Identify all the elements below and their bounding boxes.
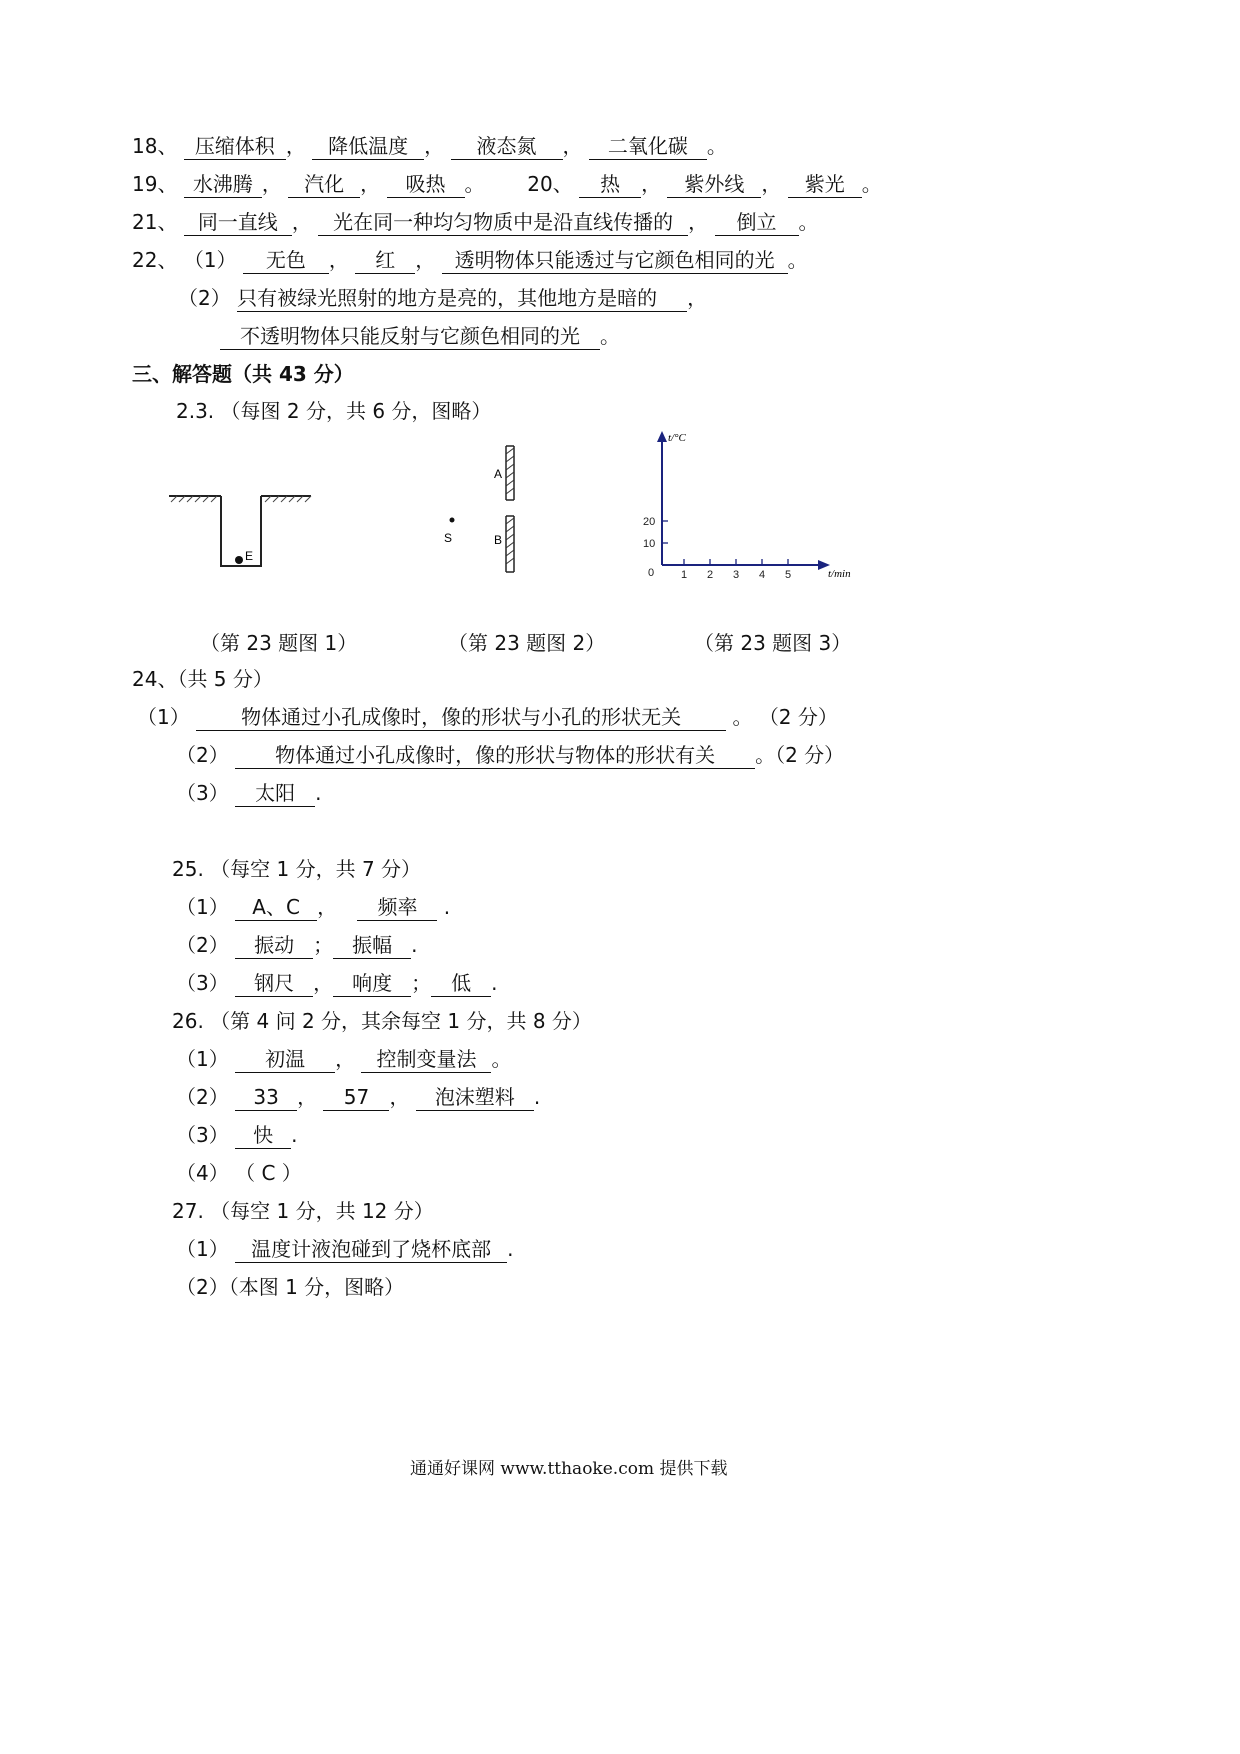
ball-label: E	[245, 549, 254, 563]
answer-text: （ C ）	[235, 1161, 302, 1185]
answer-blank: 压缩体积	[184, 133, 286, 160]
score-note: （2 分）	[758, 705, 838, 729]
separator: ，	[261, 172, 282, 196]
separator: ，	[641, 172, 662, 196]
answer-blank: 物体通过小孔成像时，像的形状与物体的形状有关	[235, 742, 755, 769]
period: 。	[491, 1047, 512, 1071]
answer-line-25-1: （1） A、C ， 频率 .	[176, 895, 451, 919]
separator: ，	[285, 134, 306, 158]
answer-blank: 紫光	[788, 171, 862, 198]
q27-header: 27. （每空 1 分，共 12 分）	[172, 1199, 434, 1223]
question-number: 18、	[132, 134, 178, 158]
period: 。	[798, 210, 819, 234]
y-tick-label: 0	[648, 567, 655, 579]
ball-mark	[235, 556, 243, 564]
x-tick-label: 3	[733, 569, 740, 581]
x-tick-label: 2	[707, 569, 714, 581]
answer-blank: 钢尺	[235, 970, 313, 997]
question-number: 19、	[132, 172, 178, 196]
q23-header: 2.3. （每图 2 分，共 6 分，图略）	[176, 399, 492, 423]
x-tick-label: 1	[681, 569, 688, 581]
answer-line-21	[132, 208, 819, 236]
part-label: （2）	[176, 1085, 229, 1109]
answer-line-24-1	[137, 703, 838, 731]
answer-line-24-3: （3） 太阳 .	[176, 781, 322, 805]
answer-blank: 低	[431, 970, 491, 997]
x-tick-label: 4	[759, 569, 766, 581]
part-label: （1）	[176, 1237, 229, 1261]
x-axis-label: t/min	[828, 568, 851, 580]
answer-blank: 快	[235, 1122, 291, 1149]
answer-blank: 控制变量法	[361, 1046, 491, 1073]
part-label: （2）	[176, 933, 229, 957]
score-note: （2 分）	[775, 743, 845, 767]
q24-header: 24、（共 5 分）	[132, 667, 273, 691]
question-number: 21、	[132, 210, 178, 234]
question-number: 22、	[132, 248, 178, 272]
answer-blank: 物体通过小孔成像时，像的形状与小孔的形状无关	[196, 704, 726, 731]
point-label-s: S	[444, 531, 453, 545]
period: 。	[732, 705, 753, 729]
answer-blank: 透明物体只能透过与它颜色相同的光	[442, 247, 788, 274]
answer-blank: 水沸腾	[184, 171, 262, 198]
separator: ，	[424, 134, 445, 158]
answer-blank: 温度计液泡碰到了烧杯底部	[235, 1236, 507, 1263]
answer-blank: A、C	[235, 894, 317, 921]
figure-caption-3: （第 23 题图 3）	[694, 631, 852, 655]
figure-23-2	[430, 440, 540, 580]
figure-caption-1: （第 23 题图 1）	[200, 631, 358, 655]
answer-text: （本图 1 分，图略）	[228, 1275, 405, 1299]
mirror-label-b: B	[494, 533, 503, 547]
separator: ，	[389, 1085, 410, 1109]
answer-blank: 同一直线	[184, 209, 292, 236]
answer-blank: 紫外线	[667, 171, 761, 198]
separator: ，	[761, 172, 782, 196]
period: 。	[787, 248, 808, 272]
answer-line-27-1: （1） 温度计液泡碰到了烧杯底部 .	[176, 1237, 514, 1261]
answer-blank: 红	[355, 247, 415, 274]
mirror-label-a: A	[494, 467, 503, 481]
answer-line-19-20	[132, 170, 882, 198]
separator: ，	[291, 210, 312, 234]
answer-line-18	[132, 132, 727, 160]
answer-blank: 降低温度	[312, 133, 424, 160]
answer-blank: 热	[579, 171, 641, 198]
answer-line-26-4	[176, 1159, 302, 1187]
figure-23-1	[165, 490, 315, 575]
period: 。	[861, 172, 882, 196]
answer-blank: 泡沫塑料	[416, 1084, 534, 1111]
separator: ，	[687, 286, 708, 310]
page-footer: 通通好课网 www.tthaoke.com 提供下载	[410, 1459, 728, 1479]
part-label: （1）	[176, 1047, 229, 1071]
q25-header: 25. （每空 1 分，共 7 分）	[172, 857, 422, 881]
answer-blank: 振动	[235, 932, 313, 959]
answer-line-22-3	[220, 322, 620, 350]
question-number: 20、	[527, 172, 573, 196]
answer-line-26-1	[176, 1045, 511, 1073]
separator: ，	[297, 1085, 318, 1109]
answer-blank: 频率	[357, 894, 437, 921]
answer-line-22-2	[178, 284, 707, 312]
answer-blank: 振幅	[333, 932, 411, 959]
y-tick-label: 20	[643, 516, 656, 528]
part-label: （3）	[176, 781, 229, 805]
part-label: （2）	[178, 286, 231, 310]
answer-blank: 汽化	[288, 171, 360, 198]
part-label: （1）	[183, 248, 237, 272]
separator: ，	[313, 971, 334, 995]
separator: ，	[415, 248, 436, 272]
x-tick-label: 5	[785, 569, 792, 581]
answer-blank: 33	[235, 1084, 297, 1111]
answer-blank: 太阳	[235, 780, 315, 807]
answer-blank: 不透明物体只能反射与它颜色相同的光	[220, 323, 600, 350]
y-axis-label: t/°C	[668, 432, 686, 444]
separator: ，	[317, 895, 338, 919]
answer-line-25-3: （3） 钢尺 ， 响度 ； 低 .	[176, 971, 498, 995]
separator: ，	[328, 248, 349, 272]
separator: ，	[335, 1047, 356, 1071]
answer-blank: 初温	[235, 1046, 335, 1073]
answer-blank: 倒立	[715, 209, 799, 236]
separator: ，	[688, 210, 709, 234]
period: 。	[706, 134, 727, 158]
answer-line-26-2: （2） 33 ， 57 ， 泡沫塑料 .	[176, 1085, 541, 1109]
answer-blank: 二氧化碳	[589, 133, 707, 160]
answer-blank: 吸热	[387, 171, 465, 198]
section-title: 三、解答题（共 43 分）	[132, 362, 354, 386]
part-label: （3）	[176, 1123, 229, 1147]
answer-line-27-2	[176, 1273, 404, 1301]
answer-line-26-3: （3） 快 .	[176, 1123, 298, 1147]
part-label: （4）	[176, 1161, 229, 1185]
point-source	[450, 518, 455, 523]
answer-blank: 只有被绿光照射的地方是亮的，其他地方是暗的	[237, 285, 687, 312]
answer-line-24-2	[176, 741, 844, 769]
figure-caption-2: （第 23 题图 2）	[448, 631, 606, 655]
part-label: （1）	[137, 705, 190, 729]
figure-23-3	[640, 425, 880, 585]
separator: ，	[562, 134, 583, 158]
part-label: （3）	[176, 971, 229, 995]
answer-blank: 响度	[333, 970, 411, 997]
period: 。	[755, 743, 776, 767]
answer-blank: 液态氮	[451, 133, 563, 160]
answer-line-25-2: （2） 振动 ； 振幅 .	[176, 933, 418, 957]
part-label: （1）	[176, 895, 229, 919]
answer-blank: 无色	[243, 247, 329, 274]
period: 。	[600, 324, 620, 348]
answer-blank: 57	[323, 1084, 389, 1111]
period: 。	[464, 172, 485, 196]
q26-header: 26. （第 4 问 2 分，其余每空 1 分，共 8 分）	[172, 1009, 592, 1033]
part-label: （2）	[176, 1275, 229, 1299]
answer-line-22-1	[132, 246, 808, 274]
y-tick-label: 10	[643, 538, 656, 550]
part-label: （2）	[176, 743, 229, 767]
answer-blank: 光在同一种均匀物质中是沿直线传播的	[318, 209, 688, 236]
separator: ，	[360, 172, 381, 196]
